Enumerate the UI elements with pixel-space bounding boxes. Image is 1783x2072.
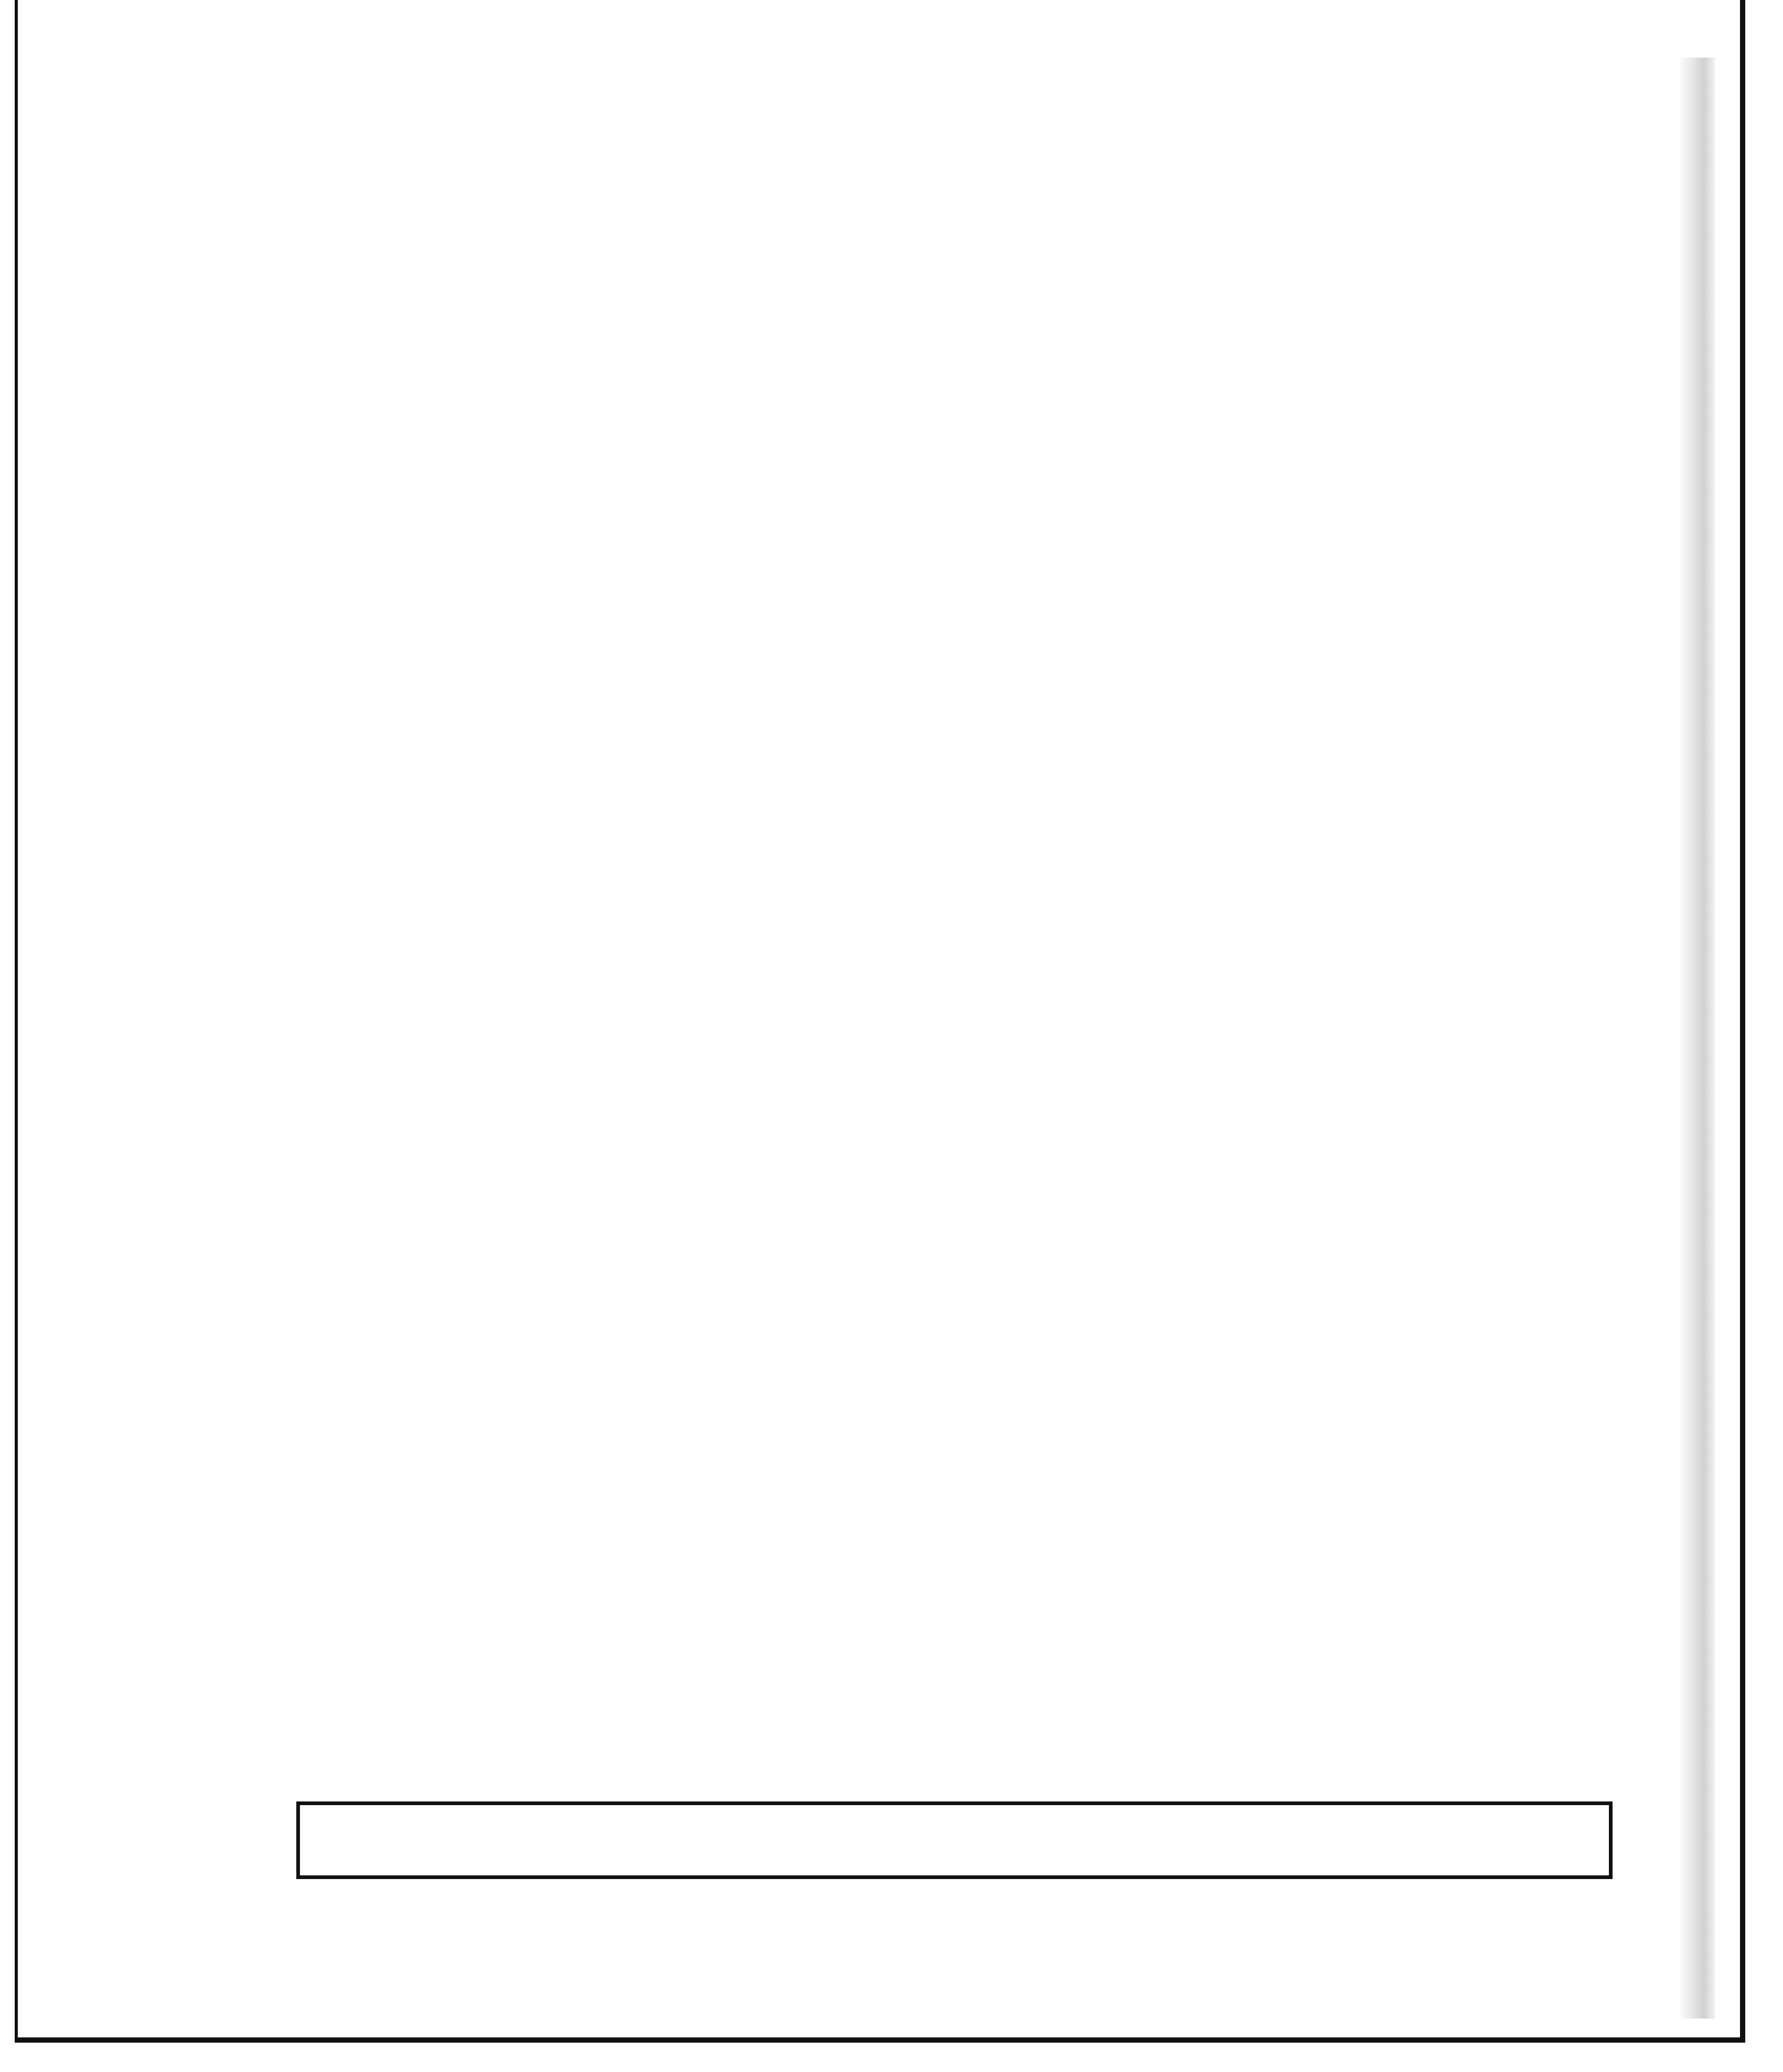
page-border bbox=[15, 0, 1745, 2043]
page-edge-shadow bbox=[1678, 58, 1715, 2019]
reduction-ratio-bar bbox=[296, 1801, 1613, 1879]
